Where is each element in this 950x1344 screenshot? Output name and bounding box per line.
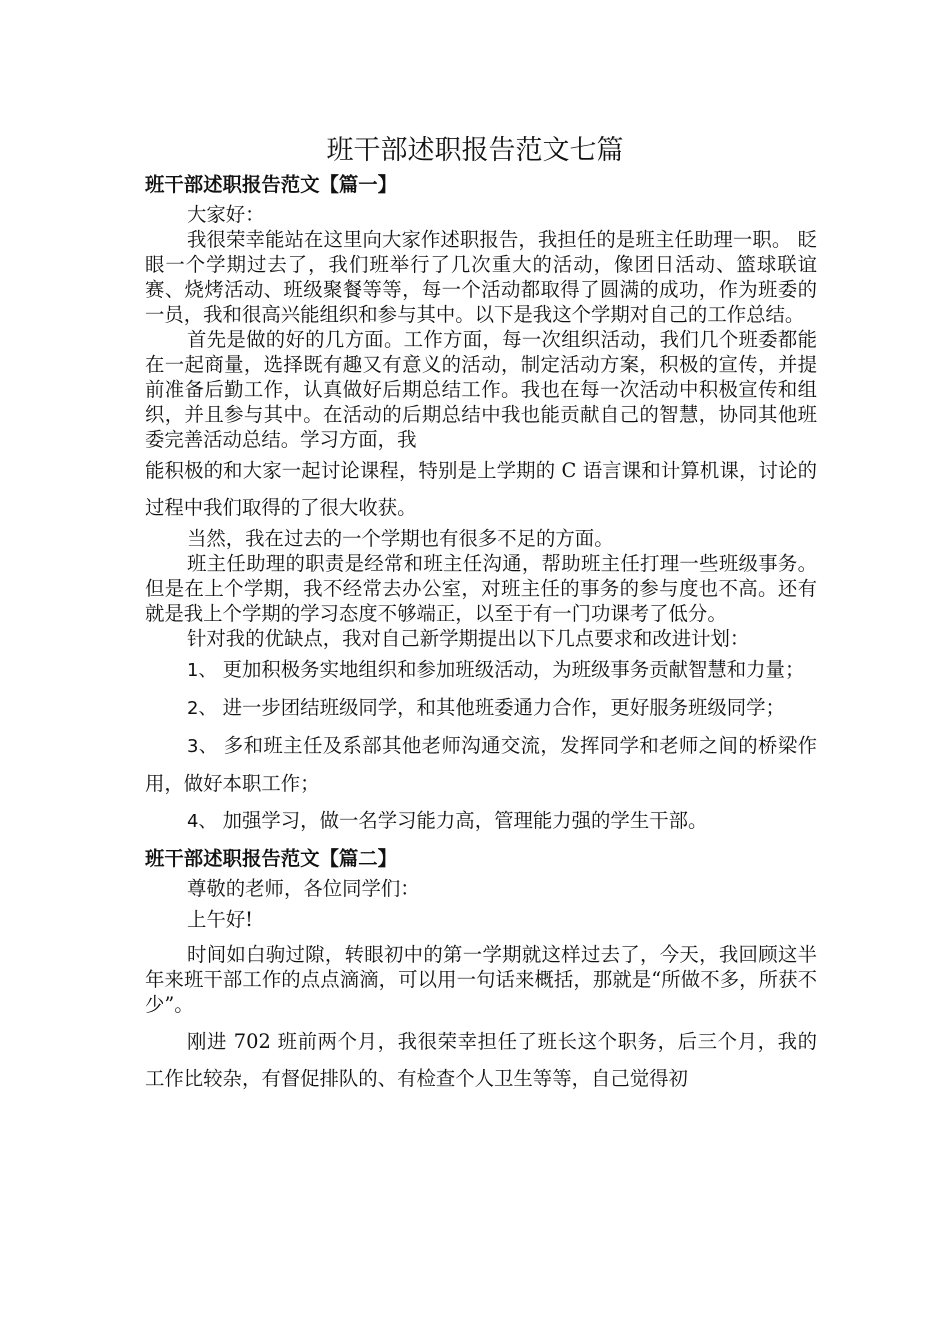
plan-item-text: 多和班主任及系部其他老师沟通交流，发挥同学和老师之间的桥梁作用，做好本职工作； xyxy=(145,734,817,795)
plan-item-text: 进一步团结班级同学，和其他班委通力合作，更好服务班级同学； xyxy=(216,696,785,719)
plan-item xyxy=(145,651,817,689)
plan-item-number: 1、 xyxy=(187,660,217,681)
plan-item xyxy=(145,689,817,727)
greeting-2: 尊敬的老师，各位同学们： xyxy=(187,877,420,900)
section-heading-2: 班干部述职报告范文【篇二】 xyxy=(145,847,398,870)
plan-item xyxy=(145,727,817,802)
plan-item-number: 3、 xyxy=(187,736,218,757)
greeting-1: 大家好： xyxy=(187,203,265,226)
paragraph-strengths-cont: 能积极的和大家一起讨论课程，特别是上学期的 C 语言课和计算机课，讨论的过程中我们取得的了很大收获。 xyxy=(145,459,817,519)
plan-item-number: 2、 xyxy=(187,698,217,719)
paragraph-duties: 班主任助理的职责是经常和班主任沟通，帮助班主任打理一些班级事务。但是在上个学期，我不经常去办公室，对班主任的事务的参与度也不高。还有就是我上个学期的学习态度不够端正，以至于有一门功课考了低分。 xyxy=(145,552,817,625)
paragraph-intro: 我很荣幸能站在这里向大家作述职报告，我担任的是班主任助理一职。 眨眼一个学期过去了，我们班举行了几次重大的活动，像团日活动、篮球联谊赛、烧烤活动、班级聚餐等等，每一个活动都取得了圆满的成功，作为班委的一员，我和很高兴能组织和参与其中。以下是我这个学期对自己的工作总结。 xyxy=(145,228,817,326)
document-title: 班干部述职报告范文七篇 xyxy=(326,135,624,166)
paragraph-shortcomings: 当然，我在过去的一个学期也有很多不足的方面。 xyxy=(187,527,614,550)
paragraph-plan-intro: 针对我的优缺点，我对自己新学期提出以下几点要求和改进计划： xyxy=(187,627,750,650)
plan-item xyxy=(145,802,817,840)
paragraph-class-monitor: 刚进 702 班前两个月，我很荣幸担任了班长这个职务，后三个月，我的工作比较杂，有督促排队的、有检查个人卫生等等，自己觉得初 xyxy=(145,1030,817,1090)
paragraph-strengths: 首先是做的好的几方面。工作方面，每一次组织活动，我们几个班委都能在一起商量，选择既有趣又有意义的活动，制定活动方案，积极的宣传，并提前准备后勤工作，认真做好后期总结工作。我也在每一次活动中积极宣传和组织，并且参与其中。在活动的后期总结中我也能贡献自己的智慧，协同其他班委完善活动总结。学习方面，我 xyxy=(145,328,817,451)
plan-item-text: 加强学习，做一名学习能力高，管理能力强的学生干部。 xyxy=(216,809,708,832)
plan-item-text: 更加积极务实地组织和参加班级活动，为班级事务贡献智慧和力量； xyxy=(216,658,805,681)
paragraph-morning: 上午好! xyxy=(187,908,253,931)
plan-item-number: 4、 xyxy=(187,811,217,832)
paragraph-reflection: 时间如白驹过隙，转眼初中的第一学期就这样过去了，今天，我回顾这半年来班干部工作的点点滴滴，可以用一句话来概括，那就是“所做不多，所获不少”。 xyxy=(145,943,817,1016)
section-heading-1: 班干部述职报告范文【篇一】 xyxy=(145,173,398,196)
document-body xyxy=(145,172,817,1097)
